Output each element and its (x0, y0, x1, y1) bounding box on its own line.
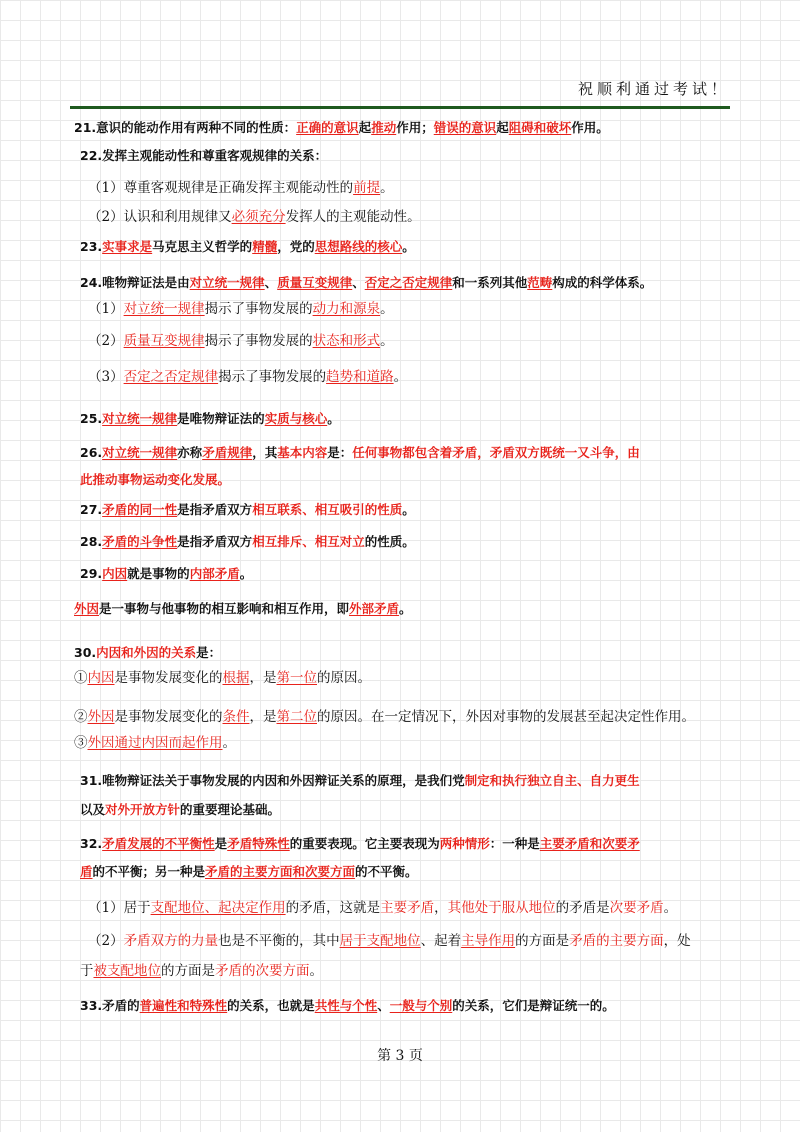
header-slogan: 祝顺利通过考试！ (577, 80, 730, 98)
text-segment: 是： (327, 445, 353, 460)
highlighted-text: 外部矛盾 (349, 601, 400, 616)
text-segment: 亦称 (177, 445, 203, 460)
text-segment: 以及 (80, 802, 106, 817)
text-line (88, 331, 394, 351)
text-segment: 23. (80, 239, 103, 254)
highlighted-text: 对立统一规律 (189, 275, 265, 290)
highlighted-text: 主要矛盾和次要矛 (539, 836, 640, 851)
text-segment: 起 (358, 120, 372, 135)
highlighted-text: 范畴 (527, 275, 553, 290)
text-segment: 的关系，它们是辩证统一的。 (452, 998, 615, 1013)
highlighted-text: 状态和形式 (312, 333, 381, 349)
text-line (88, 299, 394, 319)
text-line (80, 500, 415, 520)
highlighted-text: 被支配地位 (93, 963, 161, 979)
text-segment: 是事物发展变化的 (114, 670, 223, 686)
text-segment: 是一事物与他事物的相互影响和相互作用，即 (99, 601, 350, 616)
highlighted-text: 相互联系、相互吸引的性质 (252, 502, 403, 517)
text-segment: 25. (80, 411, 103, 426)
text-segment: 29. (80, 566, 103, 581)
text-segment: 和一系列其他 (452, 275, 528, 290)
highlighted-text: 矛盾的次要方面 (215, 963, 310, 979)
highlighted-text: 外因通过内因而起作用 (87, 735, 223, 751)
highlighted-text: 动力和源泉 (312, 301, 381, 317)
text-line (88, 898, 677, 918)
text-segment: 的矛盾是 (555, 900, 610, 916)
text-segment: 。 (327, 411, 340, 426)
text-segment: 的原因。 (317, 670, 371, 686)
text-segment: 是指矛盾双方 (177, 534, 253, 549)
text-segment: 的方面是 (161, 963, 215, 979)
text-segment: 的关系，也就是 (227, 998, 315, 1013)
text-segment: 28. (80, 534, 103, 549)
text-segment: 、 (377, 998, 390, 1013)
highlighted-text: 质量互变规律 (123, 333, 205, 349)
text-segment: 。 (380, 180, 394, 196)
highlighted-text: 正确的意识 (296, 120, 359, 135)
text-line (74, 643, 221, 663)
text-line (80, 961, 323, 981)
text-segment: 揭示了事物发展的 (204, 333, 313, 349)
highlighted-text: 内因 (87, 670, 115, 686)
text-segment: 。 (380, 301, 394, 317)
text-segment: ，党的 (277, 239, 315, 254)
text-segment: ② (74, 709, 88, 725)
highlighted-text: 矛盾的斗争性 (102, 534, 178, 549)
highlighted-text: 任何事物都包含着矛盾，矛盾双方既统一又斗争，由 (352, 445, 640, 460)
highlighted-text: 矛盾的同一性 (102, 502, 178, 517)
highlighted-text: 实质与核心 (264, 411, 328, 426)
highlighted-text: 盾 (80, 864, 93, 879)
highlighted-text: 必须充分 (231, 209, 286, 225)
text-segment: 。 (380, 333, 394, 349)
highlighted-text: 矛盾规律 (202, 445, 253, 460)
text-segment: 的性质。 (364, 534, 415, 549)
text-segment: 也是不平衡的，其中 (218, 933, 340, 949)
text-line (80, 146, 327, 166)
highlighted-text: 相互排斥、相互对立 (252, 534, 365, 549)
text-line (80, 800, 280, 820)
highlighted-text: 主要矛盾 (380, 900, 435, 916)
text-line (88, 367, 407, 387)
text-segment: （1）尊重客观规律是正确发挥主观能动性的 (88, 180, 354, 196)
highlighted-text: 思想路线的核心 (314, 239, 403, 254)
highlighted-text: 内部矛盾 (189, 566, 240, 581)
highlighted-text: 普遍性和特殊性 (139, 998, 228, 1013)
text-line (74, 733, 236, 753)
text-segment: 。 (663, 900, 678, 916)
highlighted-text: 共性与个性 (314, 998, 378, 1013)
highlighted-text: 阻碍和破坏 (508, 120, 572, 135)
text-line (80, 409, 340, 429)
text-line (80, 273, 652, 293)
text-line (80, 771, 640, 791)
highlighted-text: 外因 (87, 709, 115, 725)
text-segment: 的不平衡。 (355, 864, 418, 879)
highlighted-text: 错误的意识 (433, 120, 497, 135)
text-line (74, 599, 412, 619)
text-segment: 是事物发展变化的 (114, 709, 223, 725)
highlighted-text: 对外开放方针 (105, 802, 181, 817)
text-segment: 24.唯物辩证法是由 (80, 275, 190, 290)
highlighted-text: 否定之否定规律 (364, 275, 453, 290)
highlighted-text: 两种情形 (439, 836, 490, 851)
highlighted-text: 内因 (102, 566, 128, 581)
highlighted-text: 其他处于服从地位 (447, 900, 556, 916)
text-segment: ，是 (249, 670, 277, 686)
text-segment: 是 (214, 836, 228, 851)
text-segment: 作用。 (571, 120, 609, 135)
text-segment: 。 (239, 566, 253, 581)
text-segment: 的重要理论基础。 (180, 802, 281, 817)
text-segment: 是指矛盾双方 (177, 502, 253, 517)
highlighted-text: 支配地位、起决定作用 (150, 900, 286, 916)
highlighted-text: 第二位 (276, 709, 317, 725)
text-segment: ：一种是 (489, 836, 540, 851)
text-line (74, 668, 371, 688)
text-segment: 、 (352, 275, 365, 290)
text-segment: ，是 (249, 709, 277, 725)
text-segment: 的不平衡；另一种是 (92, 864, 206, 879)
highlighted-text: 基本内容 (277, 445, 328, 460)
highlighted-text: 矛盾的主要方面 (569, 933, 664, 949)
highlighted-text: 对立统一规律 (102, 445, 178, 460)
text-line (88, 207, 421, 227)
highlighted-text: 否定之否定规律 (123, 369, 219, 385)
page-number: 第 3 页 (377, 1048, 423, 1064)
text-segment: 。 (402, 502, 415, 517)
text-segment: 起 (496, 120, 509, 135)
header-divider (70, 106, 730, 109)
text-segment: 马克思主义哲学的 (152, 239, 253, 254)
text-segment: （2） (88, 933, 124, 949)
text-segment: ① (74, 670, 88, 686)
text-segment: 26. (80, 445, 103, 460)
text-segment: 揭示了事物发展的 (204, 301, 313, 317)
text-line (80, 443, 640, 463)
text-segment: 作用； (396, 120, 434, 135)
highlighted-text: 对立统一规律 (102, 411, 178, 426)
text-line (88, 178, 394, 198)
text-segment: 。 (399, 601, 412, 616)
text-segment: 就是事物的 (127, 566, 190, 581)
text-segment: 30. (74, 645, 97, 660)
text-line (80, 237, 415, 257)
text-line (74, 118, 609, 138)
highlighted-text: 外因 (74, 601, 100, 616)
text-line (80, 564, 252, 584)
text-line (80, 996, 615, 1016)
text-line (80, 862, 418, 882)
highlighted-text: 趋势和道路 (326, 369, 394, 385)
text-segment: 。 (393, 369, 408, 385)
highlighted-text: 矛盾双方的力量 (123, 933, 219, 949)
highlighted-text: 条件 (222, 709, 250, 725)
highlighted-text: 第一位 (276, 670, 317, 686)
text-line (88, 931, 691, 951)
text-segment: 。 (309, 963, 323, 979)
text-segment: 、 (264, 275, 278, 290)
highlighted-text: 内因和外因的关系 (96, 645, 197, 660)
text-segment: 于 (80, 963, 94, 979)
highlighted-text: 一般与个别 (389, 998, 453, 1013)
text-line (80, 834, 640, 854)
text-segment: （2）认识和利用规律又 (88, 209, 232, 225)
highlighted-text: 前提 (353, 180, 381, 196)
text-segment: 是： (196, 645, 222, 660)
text-segment: （1） (88, 301, 124, 317)
text-segment: 的原因。在一定情况下，外因对事物的发展甚至起决定性作用。 (317, 709, 695, 725)
text-line (74, 707, 695, 727)
text-line (80, 532, 415, 552)
highlighted-text: 推动 (371, 120, 397, 135)
text-segment: 的矛盾，这就是 (285, 900, 381, 916)
text-segment: 的方面是 (515, 933, 570, 949)
text-segment: ③ (74, 735, 88, 751)
text-segment: 21.意识的能动作用有两种不同的性质： (74, 120, 297, 135)
text-segment: ，处 (663, 933, 691, 949)
text-segment: 。 (402, 239, 415, 254)
text-segment: ，其 (252, 445, 278, 460)
highlighted-text: 实事求是 (102, 239, 153, 254)
text-segment: 31.唯物辩证法关于事物发展的内因和外因辩证关系的原理，是我们党 (80, 773, 465, 788)
text-segment: （1）居于 (88, 900, 151, 916)
text-segment: 是唯物辩证法的 (177, 411, 265, 426)
highlighted-text: 主导作用 (461, 933, 516, 949)
text-line (80, 470, 230, 490)
text-segment: 。 (222, 735, 236, 751)
highlighted-text: 矛盾特殊性 (227, 836, 290, 851)
text-segment: 构成的科学体系。 (552, 275, 653, 290)
text-segment: 22.发挥主观能动性和尊重客观规律的关系： (80, 148, 328, 163)
text-segment: 的重要表现。它主要表现为 (289, 836, 440, 851)
highlighted-text: 矛盾的主要方面和次要方面 (205, 864, 356, 879)
text-segment: 揭示了事物发展的 (218, 369, 327, 385)
text-segment: 33.矛盾的 (80, 998, 140, 1013)
highlighted-text: 矛盾发展的不平衡性 (102, 836, 215, 851)
text-segment: （3） (88, 369, 124, 385)
highlighted-text: 对立统一规律 (123, 301, 205, 317)
text-segment: 27. (80, 502, 103, 517)
highlighted-text: 次要矛盾 (609, 900, 664, 916)
text-segment: 32. (80, 836, 103, 851)
text-segment: 发挥人的主观能动性。 (285, 209, 421, 225)
highlighted-text: 质量互变规律 (277, 275, 353, 290)
text-segment: （2） (88, 333, 124, 349)
highlighted-text: 居于支配地位 (339, 933, 421, 949)
highlighted-text: 根据 (222, 670, 250, 686)
highlighted-text: 精髓 (252, 239, 278, 254)
text-segment: 、起着 (420, 933, 462, 949)
highlighted-text: 此推动事物运动变化发展。 (80, 472, 231, 487)
text-segment: ， (434, 900, 448, 916)
highlighted-text: 制定和执行独立自主、自力更生 (464, 773, 640, 788)
